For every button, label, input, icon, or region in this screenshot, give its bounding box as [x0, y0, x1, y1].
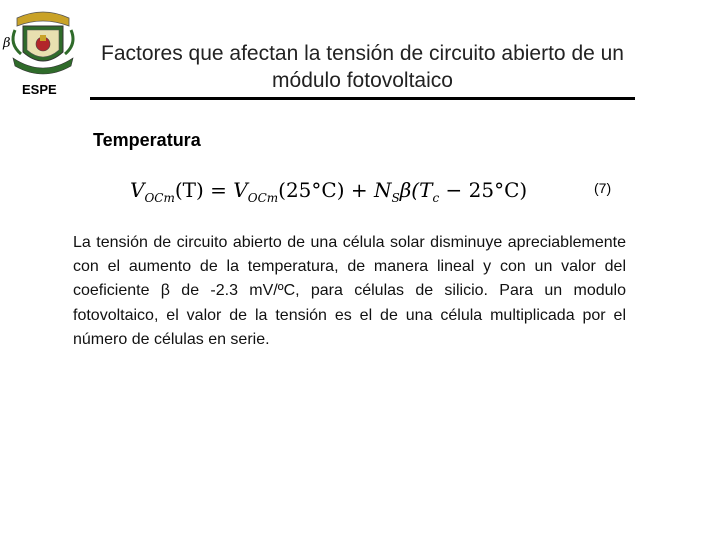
- beta-symbol: β: [3, 36, 11, 51]
- espe-logo: [3, 8, 75, 78]
- eq-n-sub: S: [391, 191, 400, 205]
- eq-t-sub: c: [432, 191, 440, 205]
- body-paragraph: La tensión de circuito abierto de una célula solar disminuye apreciablemente con el aumento de la temperatura, de manera lineal y con un valor del coeficiente β de -2.3 mV/ºC, para células de silicio. Para un modulo fotovoltaico, el valor de la tensión es el de una célula multiplicada por el número de células en serie.: [73, 234, 626, 348]
- title-underline: [90, 97, 635, 100]
- crest-icon: [3, 8, 75, 78]
- slide-title: Factores que afectan la tensión de circuito abierto de un módulo fotovoltaico: [101, 42, 624, 92]
- eq-n: N: [373, 178, 392, 202]
- temperature-equation: [130, 172, 540, 208]
- eq-paren-open: (T: [411, 178, 433, 202]
- eq-rhs-v: V: [233, 178, 248, 202]
- eq-lhs-sub: OCm: [144, 191, 175, 205]
- eq-rhs-arg: (25°C) +: [278, 178, 374, 202]
- equation-number: (7): [594, 180, 612, 196]
- eq-beta: β: [399, 178, 412, 202]
- eq-lhs-arg: (T) =: [174, 178, 234, 202]
- eq-rhs-sub: OCm: [247, 191, 279, 205]
- section-heading: Temperatura: [93, 130, 201, 150]
- eq-lhs-v: V: [130, 178, 145, 202]
- espe-label: ESPE: [22, 82, 57, 97]
- eq-tail: − 25°C): [439, 178, 528, 202]
